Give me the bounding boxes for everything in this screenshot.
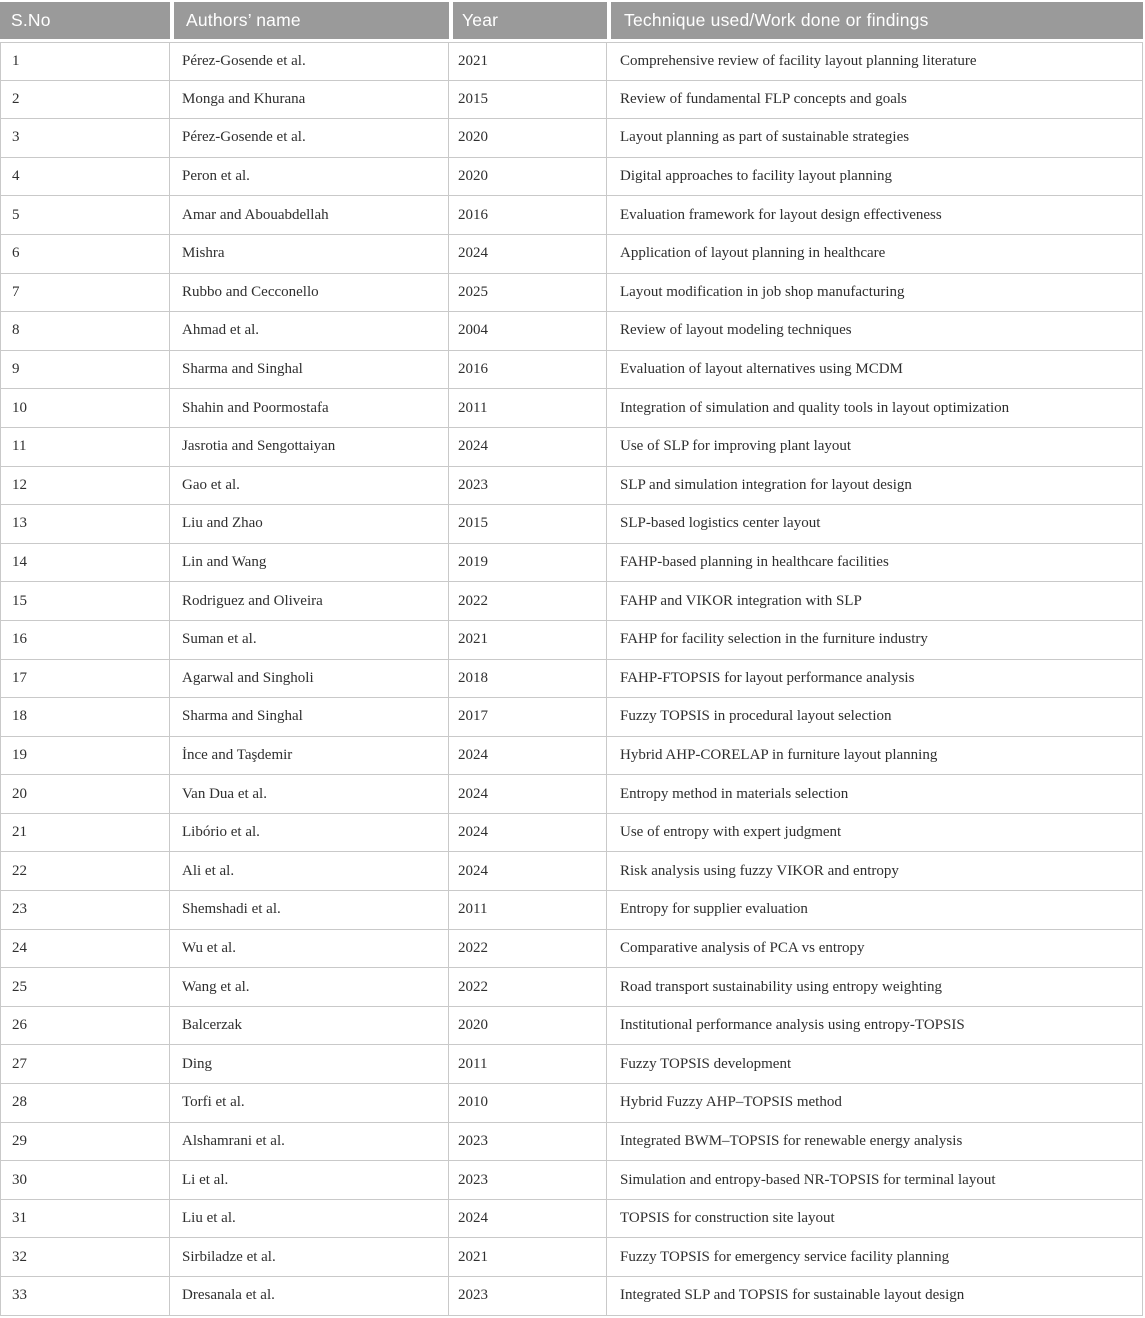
authors-cell: Mishra — [170, 235, 449, 274]
sno-cell: 12 — [0, 467, 170, 506]
table-row — [0, 389, 1143, 428]
year-cell: 2015 — [449, 81, 607, 120]
authors-cell: Libório et al. — [170, 814, 449, 853]
authors-cell: Van Dua et al. — [170, 775, 449, 814]
year-cell: 2024 — [449, 1200, 607, 1239]
sno-cell: 9 — [0, 351, 170, 390]
year-cell: 2010 — [449, 1084, 607, 1123]
year-cell: 2024 — [449, 852, 607, 891]
sno-cell: 17 — [0, 660, 170, 699]
year-cell: 2022 — [449, 930, 607, 969]
technique-cell: Entropy for supplier evaluation — [607, 891, 1143, 930]
technique-cell: SLP and simulation integration for layout design — [607, 467, 1143, 506]
authors-cell: Rodriguez and Oliveira — [170, 582, 449, 621]
authors-cell: Shahin and Poormostafa — [170, 389, 449, 428]
sno-cell: 7 — [0, 274, 170, 313]
year-cell: 2023 — [449, 1277, 607, 1316]
technique-cell: Fuzzy TOPSIS in procedural layout selection — [607, 698, 1143, 737]
authors-cell: Suman et al. — [170, 621, 449, 660]
technique-cell: SLP-based logistics center layout — [607, 505, 1143, 544]
year-cell: 2023 — [449, 1161, 607, 1200]
authors-cell: Liu and Zhao — [170, 505, 449, 544]
authors-cell: Amar and Abouabdellah — [170, 196, 449, 235]
table-row — [0, 544, 1143, 583]
authors-cell: Alshamrani et al. — [170, 1123, 449, 1162]
sno-cell: 31 — [0, 1200, 170, 1239]
authors-cell: Balcerzak — [170, 1007, 449, 1046]
authors-cell: Peron et al. — [170, 158, 449, 197]
technique-cell: Application of layout planning in healthcare — [607, 235, 1143, 274]
technique-cell: Risk analysis using fuzzy VIKOR and entropy — [607, 852, 1143, 891]
technique-cell: Hybrid AHP-CORELAP in furniture layout planning — [607, 737, 1143, 776]
sno-cell: 13 — [0, 505, 170, 544]
sno-cell: 24 — [0, 930, 170, 969]
table-row — [0, 42, 1143, 81]
authors-cell: Li et al. — [170, 1161, 449, 1200]
technique-cell: Evaluation framework for layout design effectiveness — [607, 196, 1143, 235]
table-row — [0, 1123, 1143, 1162]
technique-cell: Review of layout modeling techniques — [607, 312, 1143, 351]
year-cell: 2023 — [449, 467, 607, 506]
authors-cell: Wu et al. — [170, 930, 449, 969]
year-cell: 2021 — [449, 1238, 607, 1277]
authors-cell: Sirbiladze et al. — [170, 1238, 449, 1277]
table-row — [0, 968, 1143, 1007]
year-cell: 2023 — [449, 1123, 607, 1162]
technique-cell: FAHP for facility selection in the furniture industry — [607, 621, 1143, 660]
technique-cell: Fuzzy TOPSIS for emergency service facility planning — [607, 1238, 1143, 1277]
table-row — [0, 196, 1143, 235]
year-cell: 2022 — [449, 582, 607, 621]
sno-cell: 33 — [0, 1277, 170, 1316]
table-row — [0, 1007, 1143, 1046]
table-row — [0, 235, 1143, 274]
authors-cell: Pérez-Gosende et al. — [170, 119, 449, 158]
technique-cell: Hybrid Fuzzy AHP–TOPSIS method — [607, 1084, 1143, 1123]
table-row — [0, 814, 1143, 853]
table-row — [0, 1238, 1143, 1277]
sno-cell: 25 — [0, 968, 170, 1007]
table-row — [0, 158, 1143, 197]
technique-cell: Digital approaches to facility layout planning — [607, 158, 1143, 197]
year-cell: 2021 — [449, 621, 607, 660]
technique-cell: Layout planning as part of sustainable strategies — [607, 119, 1143, 158]
sno-cell: 10 — [0, 389, 170, 428]
sno-cell: 16 — [0, 621, 170, 660]
authors-cell: Torfi et al. — [170, 1084, 449, 1123]
sno-cell: 11 — [0, 428, 170, 467]
authors-cell: Agarwal and Singholi — [170, 660, 449, 699]
year-cell: 2020 — [449, 158, 607, 197]
year-cell: 2024 — [449, 428, 607, 467]
table-row — [0, 351, 1143, 390]
sno-cell: 28 — [0, 1084, 170, 1123]
year-cell: 2020 — [449, 1007, 607, 1046]
technique-cell: FAHP and VIKOR integration with SLP — [607, 582, 1143, 621]
table-row — [0, 1161, 1143, 1200]
sno-cell: 20 — [0, 775, 170, 814]
sno-cell: 8 — [0, 312, 170, 351]
year-cell: 2025 — [449, 274, 607, 313]
year-cell: 2016 — [449, 351, 607, 390]
technique-cell: Use of entropy with expert judgment — [607, 814, 1143, 853]
technique-cell: Entropy method in materials selection — [607, 775, 1143, 814]
sno-cell: 14 — [0, 544, 170, 583]
sno-cell: 5 — [0, 196, 170, 235]
table-row — [0, 852, 1143, 891]
sno-cell: 15 — [0, 582, 170, 621]
authors-cell: Jasrotia and Sengottaiyan — [170, 428, 449, 467]
year-cell: 2011 — [449, 389, 607, 428]
year-cell: 2024 — [449, 737, 607, 776]
table-row — [0, 775, 1143, 814]
authors-cell: Lin and Wang — [170, 544, 449, 583]
technique-cell: Integrated BWM–TOPSIS for renewable energy analysis — [607, 1123, 1143, 1162]
column-header-year — [449, 2, 607, 42]
table-row — [0, 698, 1143, 737]
year-cell: 2011 — [449, 1045, 607, 1084]
table-row — [0, 274, 1143, 313]
year-cell: 2011 — [449, 891, 607, 930]
column-header-sno — [0, 2, 170, 42]
technique-cell: Comprehensive review of facility layout planning literature — [607, 42, 1143, 81]
authors-cell: Wang et al. — [170, 968, 449, 1007]
table-header-row — [0, 2, 1143, 42]
technique-cell: FAHP-based planning in healthcare facilities — [607, 544, 1143, 583]
sno-cell: 27 — [0, 1045, 170, 1084]
technique-cell: Integration of simulation and quality tools in layout optimization — [607, 389, 1143, 428]
table-row — [0, 1084, 1143, 1123]
year-cell: 2022 — [449, 968, 607, 1007]
authors-cell: Ding — [170, 1045, 449, 1084]
table-row — [0, 1045, 1143, 1084]
sno-cell: 22 — [0, 852, 170, 891]
column-header-authors-label: Authors’ name — [186, 10, 301, 30]
authors-cell: Sharma and Singhal — [170, 351, 449, 390]
technique-cell: Simulation and entropy-based NR-TOPSIS for terminal layout — [607, 1161, 1143, 1200]
sno-cell: 21 — [0, 814, 170, 853]
table-row — [0, 505, 1143, 544]
table-row — [0, 312, 1143, 351]
sno-cell: 6 — [0, 235, 170, 274]
authors-cell: İnce and Taşdemir — [170, 737, 449, 776]
authors-cell: Ali et al. — [170, 852, 449, 891]
sno-cell: 32 — [0, 1238, 170, 1277]
year-cell: 2018 — [449, 660, 607, 699]
column-header-sno-label: S.No — [11, 10, 51, 30]
year-cell: 2019 — [449, 544, 607, 583]
year-cell: 2015 — [449, 505, 607, 544]
year-cell: 2004 — [449, 312, 607, 351]
table-row — [0, 467, 1143, 506]
table-row — [0, 891, 1143, 930]
year-cell: 2021 — [449, 42, 607, 81]
technique-cell: Institutional performance analysis using entropy-TOPSIS — [607, 1007, 1143, 1046]
authors-cell: Ahmad et al. — [170, 312, 449, 351]
authors-cell: Sharma and Singhal — [170, 698, 449, 737]
sno-cell: 26 — [0, 1007, 170, 1046]
table-row — [0, 119, 1143, 158]
table-body — [0, 42, 1143, 1316]
year-cell: 2024 — [449, 814, 607, 853]
sno-cell: 1 — [0, 42, 170, 81]
table-row — [0, 930, 1143, 969]
technique-cell: Review of fundamental FLP concepts and goals — [607, 81, 1143, 120]
table-row — [0, 1277, 1143, 1316]
technique-cell: Road transport sustainability using entropy weighting — [607, 968, 1143, 1007]
technique-cell: FAHP-FTOPSIS for layout performance analysis — [607, 660, 1143, 699]
authors-cell: Rubbo and Cecconello — [170, 274, 449, 313]
authors-cell: Gao et al. — [170, 467, 449, 506]
column-header-technique — [607, 2, 1143, 42]
sno-cell: 4 — [0, 158, 170, 197]
year-cell: 2024 — [449, 775, 607, 814]
table-row — [0, 1200, 1143, 1239]
column-header-year-label: Year — [462, 10, 499, 30]
table-row — [0, 582, 1143, 621]
authors-cell: Monga and Khurana — [170, 81, 449, 120]
sno-cell: 29 — [0, 1123, 170, 1162]
table-row — [0, 428, 1143, 467]
authors-cell: Pérez-Gosende et al. — [170, 42, 449, 81]
sno-cell: 3 — [0, 119, 170, 158]
year-cell: 2020 — [449, 119, 607, 158]
sno-cell: 2 — [0, 81, 170, 120]
table-row — [0, 737, 1143, 776]
column-header-authors — [170, 2, 449, 42]
table-row — [0, 621, 1143, 660]
technique-cell: Comparative analysis of PCA vs entropy — [607, 930, 1143, 969]
technique-cell: TOPSIS for construction site layout — [607, 1200, 1143, 1239]
sno-cell: 19 — [0, 737, 170, 776]
technique-cell: Integrated SLP and TOPSIS for sustainable layout design — [607, 1277, 1143, 1316]
year-cell: 2024 — [449, 235, 607, 274]
technique-cell: Use of SLP for improving plant layout — [607, 428, 1143, 467]
table-row — [0, 660, 1143, 699]
column-header-technique-label: Technique used/Work done or findings — [624, 10, 929, 30]
authors-cell: Shemshadi et al. — [170, 891, 449, 930]
sno-cell: 23 — [0, 891, 170, 930]
literature-review-table — [0, 2, 1143, 1316]
year-cell: 2017 — [449, 698, 607, 737]
year-cell: 2016 — [449, 196, 607, 235]
table-header — [0, 2, 1143, 42]
table-row — [0, 81, 1143, 120]
sno-cell: 18 — [0, 698, 170, 737]
technique-cell: Layout modification in job shop manufacturing — [607, 274, 1143, 313]
authors-cell: Dresanala et al. — [170, 1277, 449, 1316]
authors-cell: Liu et al. — [170, 1200, 449, 1239]
technique-cell: Fuzzy TOPSIS development — [607, 1045, 1143, 1084]
sno-cell: 30 — [0, 1161, 170, 1200]
technique-cell: Evaluation of layout alternatives using MCDM — [607, 351, 1143, 390]
